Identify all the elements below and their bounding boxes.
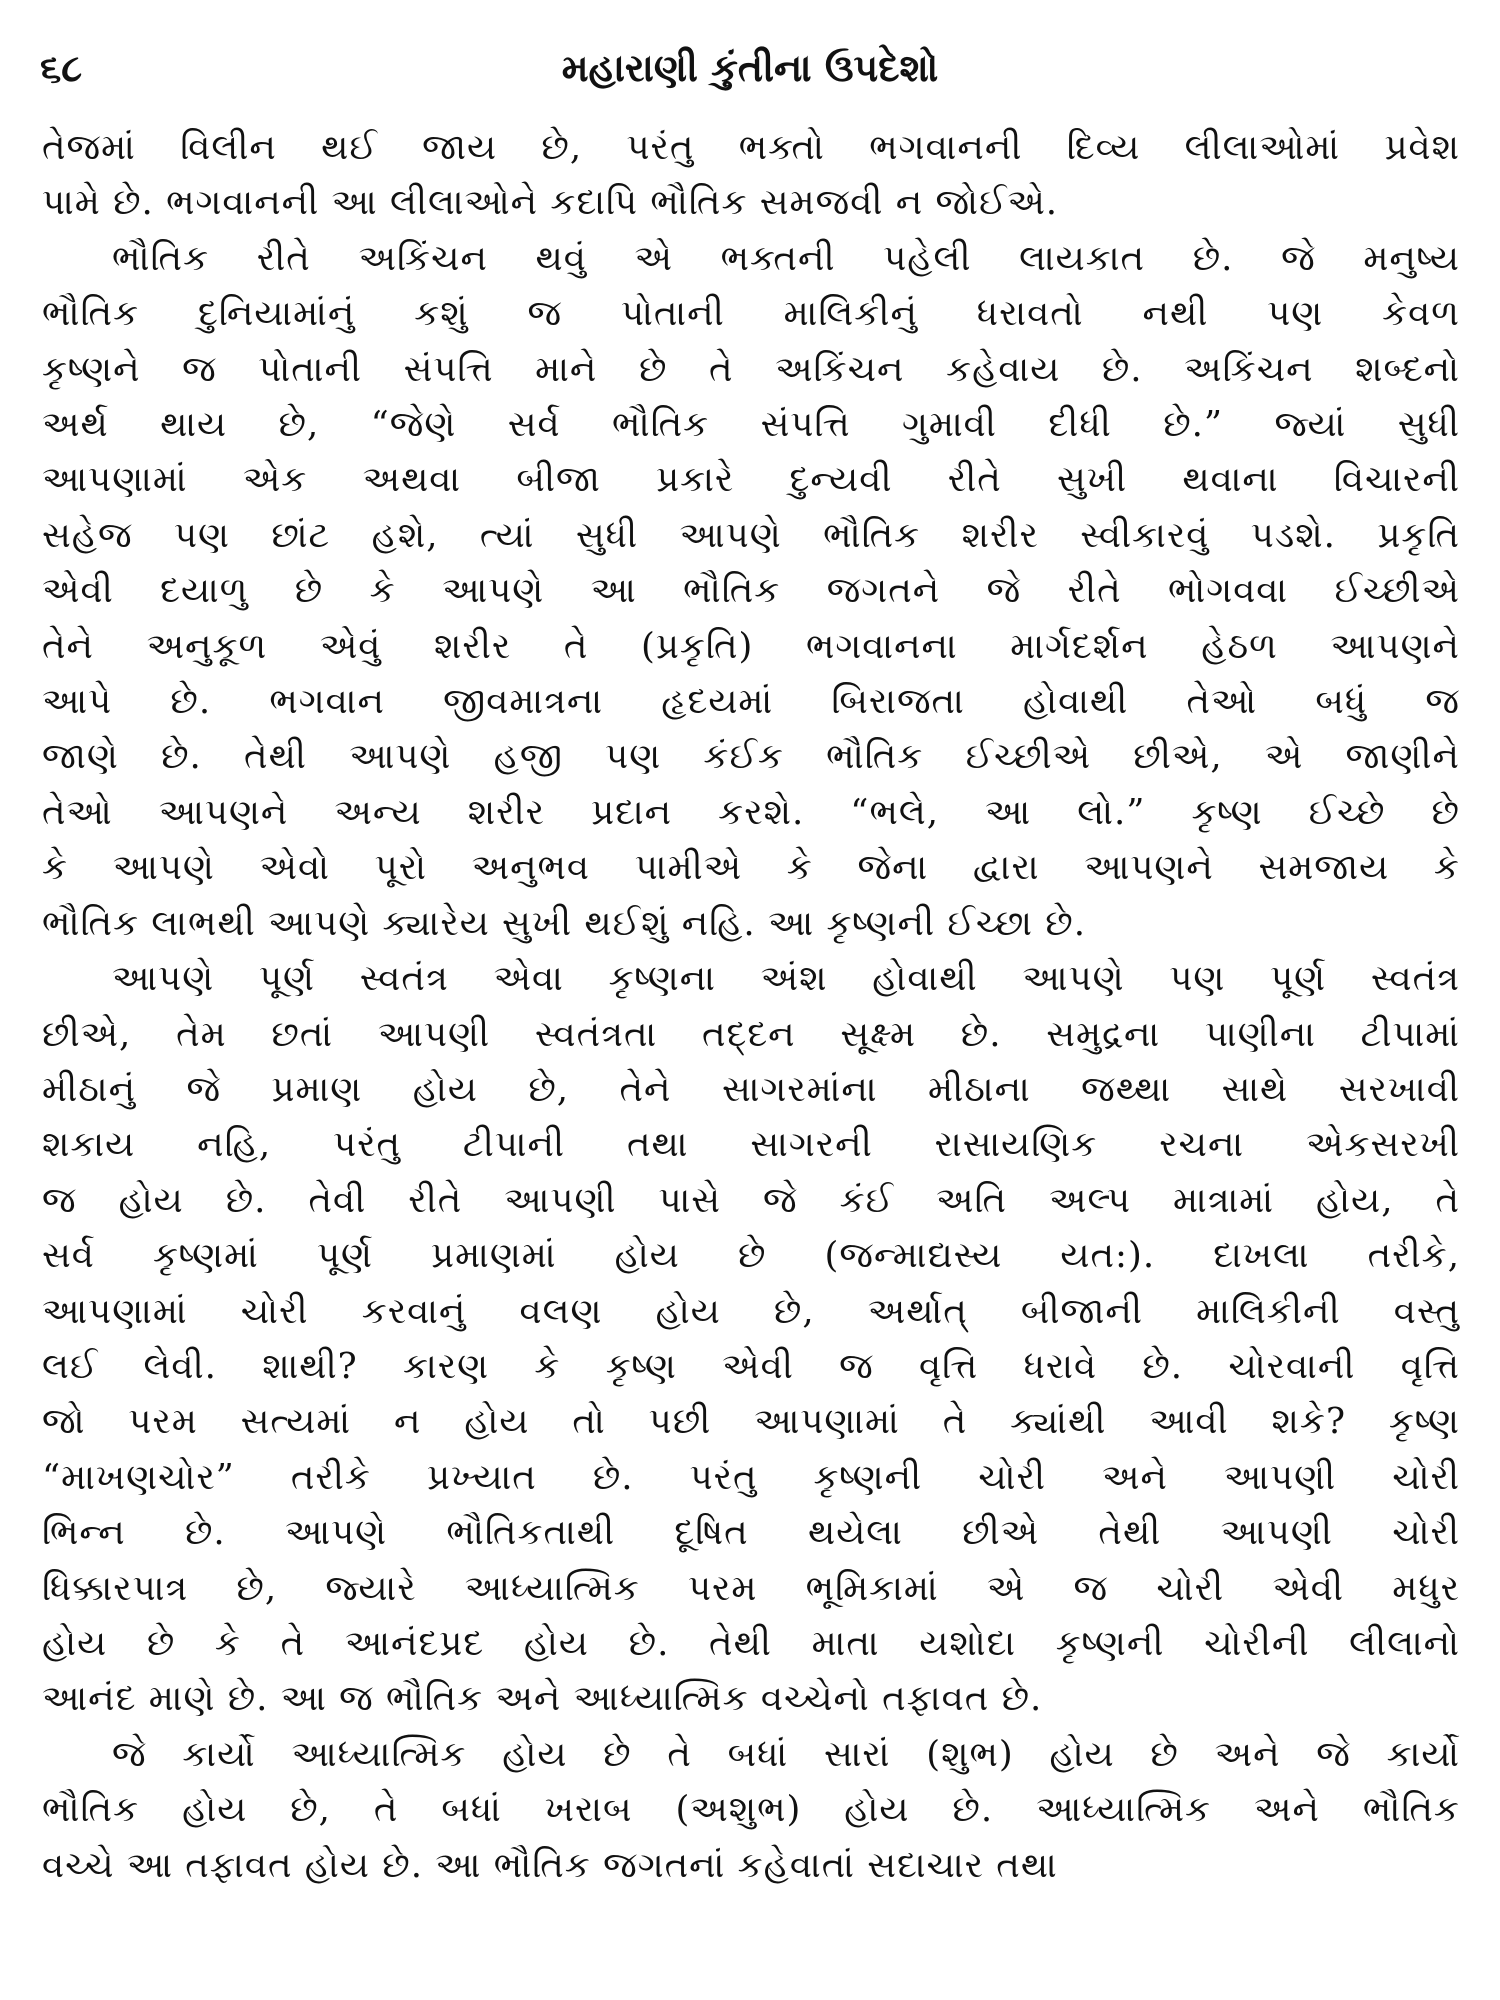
text-line: જાણે છે. તેથી આપણે હજી પણ કંઈક ભૌતિક ઈચ્છીએ છીએ, એ જાણીને: [42, 736, 1460, 778]
text-line: એવી દયાળુ છે કે આપણે આ ભૌતિક જગતને જે રીતે ભોગવવા ઈચ્છીએ: [42, 570, 1460, 612]
text-line: જો પરમ સત્યમાં ન હોય તો પછી આપણામાં તે ક્યાંથી આવી શકે? કૃષ્ણ: [42, 1401, 1460, 1443]
text-line: જ હોય છે. તેવી રીતે આપણી પાસે જે કંઈ અતિ અલ્પ માત્રામાં હોય, તે: [42, 1179, 1460, 1221]
text-line: કૃષ્ણને જ પોતાની સંપત્તિ માને છે તે અકિંચન કહેવાય છે. અકિંચન શબ્દનો: [42, 348, 1460, 390]
paragraph: [42, 120, 1460, 231]
text-line: ભૌતિક દુનિયામાંનું કશું જ પોતાની માલિકીનું ધરાવતો નથી પણ કેવળ: [42, 293, 1460, 335]
text-line: આનંદ માણે છે. આ જ ભૌતિક અને આધ્યાત્મિક વચ્ચેનો તફાવત છે.: [42, 1678, 1043, 1720]
text-line: તેઓ આપણને અન્ય શરીર પ્રદાન કરશે. “ભલે, આ લો.” કૃષ્ણ ઈચ્છે છે: [42, 791, 1460, 833]
paragraph: [42, 231, 1460, 951]
text-line: અર્થ થાય છે, “જેણે સર્વ ભૌતિક સંપત્તિ ગુમાવી દીધી છે.” જ્યાં સુધી: [42, 404, 1460, 446]
text-line: આપણામાં ચોરી કરવાનું વલણ હોય છે, અર્થાત્ બીજાની માલિકીની વસ્તુ: [42, 1290, 1460, 1332]
text-line: વચ્ચે આ તફાવત હોય છે. આ ભૌતિક જગતનાં કહેવાતાં સદાચાર તથા: [42, 1844, 1058, 1886]
text-line: ભૌતિક રીતે અકિંચન થવું એ ભક્તની પહેલી લાયકાત છે. જે મનુષ્ય: [112, 237, 1460, 279]
text-line: મીઠાનું જે પ્રમાણ હોય છે, તેને સાગરમાંના મીઠાના જથ્થા સાથે સરખાવી: [42, 1068, 1460, 1110]
text-line: સર્વ કૃષ્ણમાં પૂર્ણ પ્રમાણમાં હોય છે (જન્માદ્યસ્ય યત:). દાખલા તરીકે,: [42, 1235, 1460, 1277]
text-line: તેને અનુકૂળ એવું શરીર તે (પ્રકૃતિ) ભગવાનના માર્ગદર્શન હેઠળ આપણને: [42, 625, 1460, 667]
text-line: આપે છે. ભગવાન જીવમાત્રના હૃદયમાં બિરાજતા હોવાથી તેઓ બધું જ: [42, 681, 1460, 723]
page-header: [40, 38, 1460, 98]
body-text: [42, 120, 1460, 1893]
text-line: ભિન્ન છે. આપણે ભૌતિકતાથી દૂષિત થયેલા છીએ તેથી આપણી ચોરી: [42, 1512, 1460, 1554]
text-line: સહેજ પણ છાંટ હશે, ત્યાં સુધી આપણે ભૌતિક શરીર સ્વીકારવું પડશે. પ્રકૃતિ: [42, 514, 1460, 556]
page-number: ૬૮: [40, 45, 83, 90]
text-line: આપણે પૂર્ણ સ્વતંત્ર એવા કૃષ્ણના અંશ હોવાથી આપણે પણ પૂર્ણ સ્વતંત્ર: [112, 958, 1460, 1000]
text-line: ભૌતિક લાભથી આપણે ક્યારેય સુખી થઈશું નહિ. આ કૃષ્ણની ઈચ્છા છે.: [42, 902, 1086, 944]
text-line: ભૌતિક હોય છે, તે બધાં ખરાબ (અશુભ) હોય છે. આધ્યાત્મિક અને ભૌતિક: [42, 1789, 1460, 1831]
paragraph: [42, 951, 1460, 1727]
text-line: લઈ લેવી. શાથી? કારણ કે કૃષ્ણ એવી જ વૃત્તિ ધરાવે છે. ચોરવાની વૃત્તિ: [42, 1345, 1460, 1387]
text-line: “માખણચોર” તરીકે પ્રખ્યાત છે. પરંતુ કૃષ્ણની ચોરી અને આપણી ચોરી: [42, 1456, 1460, 1498]
text-line: આપણામાં એક અથવા બીજા પ્રકારે દુન્યવી રીતે સુખી થવાના વિચારની: [42, 459, 1460, 501]
text-line: હોય છે કે તે આનંદપ્રદ હોય છે. તેથી માતા યશોદા કૃષ્ણની ચોરીની લીલાનો: [42, 1622, 1460, 1664]
paragraph: [42, 1727, 1460, 1893]
text-line: કે આપણે એવો પૂરો અનુભવ પામીએ કે જેના દ્વારા આપણને સમજાય કે: [42, 847, 1460, 889]
text-line: જે કાર્યો આધ્યાત્મિક હોય છે તે બધાં સારાં (શુભ) હોય છે અને જે કાર્યો: [112, 1733, 1460, 1775]
running-title: મહારાણી કુંતીના ઉપદેશો: [561, 45, 939, 90]
text-line: તેજમાં વિલીન થઈ જાય છે, પરંતુ ભક્તો ભગવાનની દિવ્ય લીલાઓમાં પ્રવેશ: [42, 127, 1460, 168]
text-line: છીએ, તેમ છતાં આપણી સ્વતંત્રતા તદ્દન સૂક્ષ્મ છે. સમુદ્રના પાણીના ટીપામાં: [42, 1013, 1460, 1055]
text-line: શકાય નહિ, પરંતુ ટીપાની તથા સાગરની રાસાયણિક રચના એકસરખી: [42, 1124, 1460, 1166]
text-line: ધિક્કારપાત્ર છે, જ્યારે આધ્યાત્મિક પરમ ભૂમિકામાં એ જ ચોરી એવી મધુર: [42, 1567, 1460, 1609]
text-line: પામે છે. ભગવાનની આ લીલાઓને કદાપિ ભૌતિક સમજવી ન જોઈએ.: [42, 182, 1059, 224]
